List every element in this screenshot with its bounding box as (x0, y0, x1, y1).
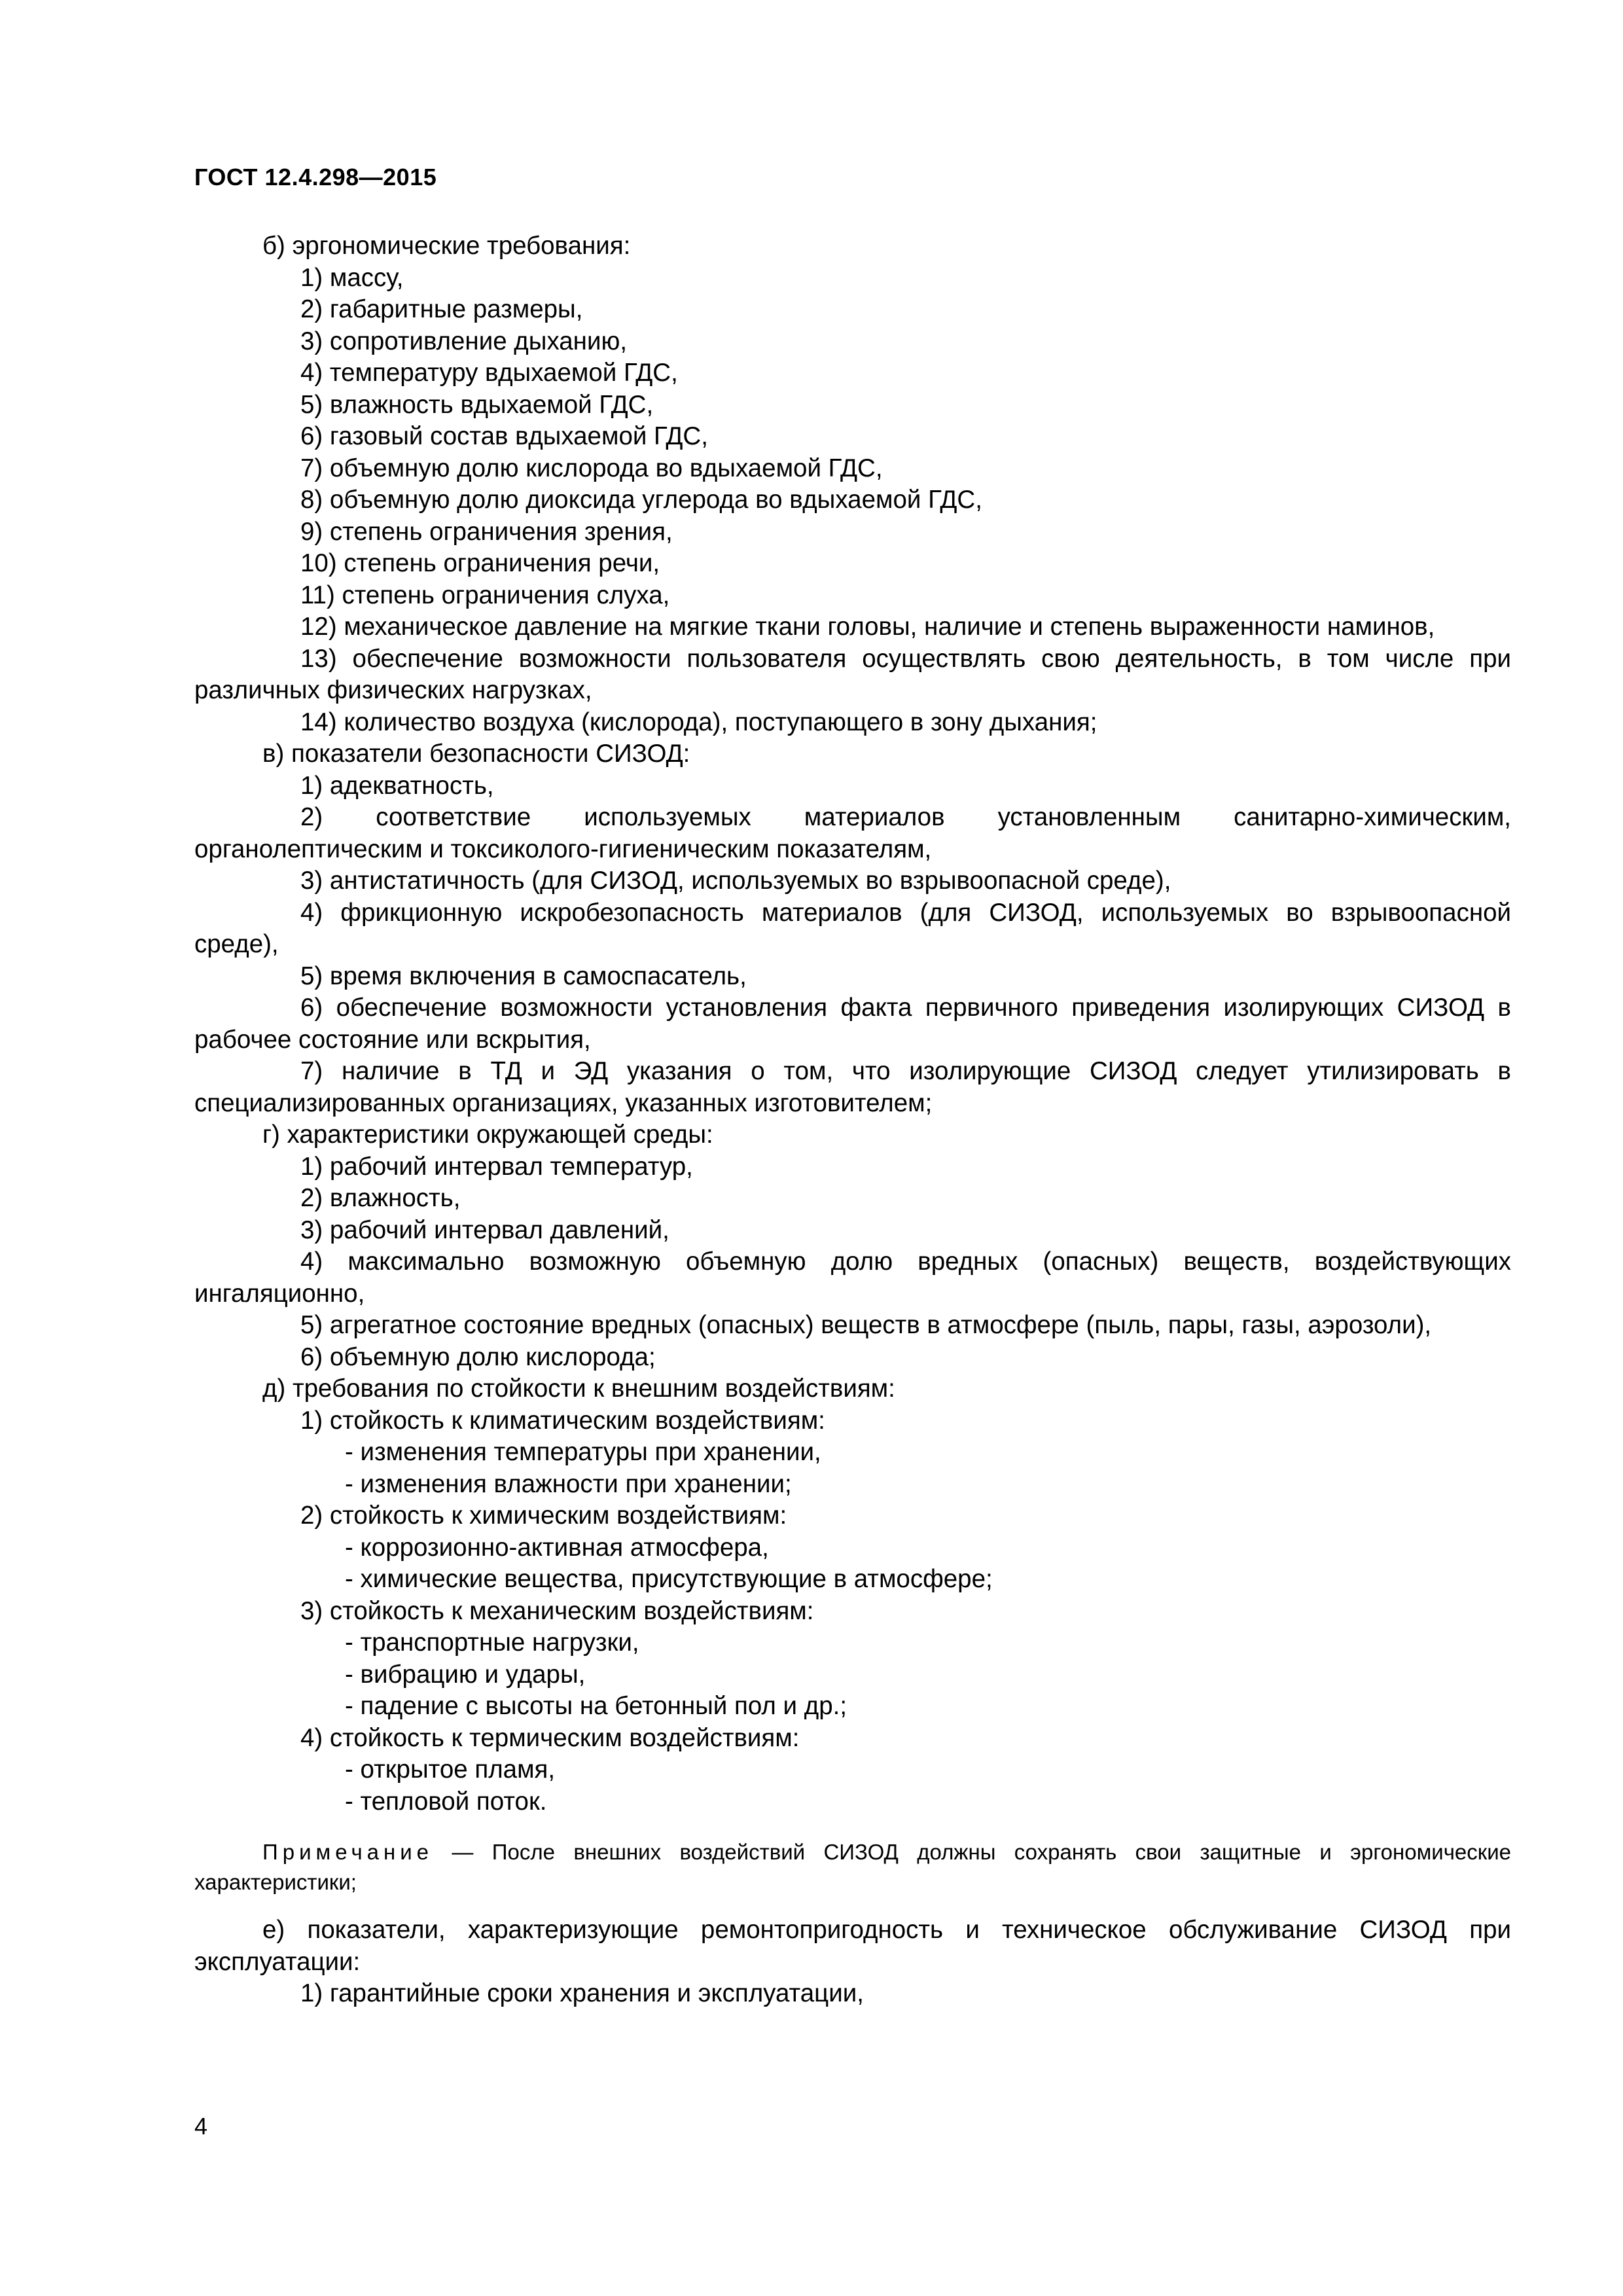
list-item: 1) массу, (300, 263, 404, 292)
list-item: 6) обеспечение возможности установления факта первичного приведения изолирующих СИЗОД в рабочее состояние или вскрытия, (194, 994, 1511, 1054)
list-item: 5) влажность вдыхаемой ГДС, (300, 390, 654, 419)
list-item: 7) объемную долю кислорода во вдыхаемой ГДС, (300, 454, 883, 482)
dash-item: - падение с высоты на бетонный пол и др.; (345, 1692, 847, 1720)
list-item: 3) рабочий интервал давлений, (300, 1215, 669, 1244)
subsection-title: 3) стойкость к механическим воздействиям: (300, 1596, 814, 1625)
list-item: 10) степень ограничения речи, (300, 549, 660, 577)
dash-item: - коррозионно-активная атмосфера, (345, 1533, 769, 1562)
list-item: 2) влажность, (300, 1184, 461, 1212)
list-item: 4) максимально возможную объемную долю вредных (опасных) веществ, воздействующих ингаляционно, (194, 1247, 1511, 1308)
dash-item: - вибрацию и удары, (345, 1660, 586, 1689)
dash-item: - химические вещества, присутствующие в атмосфере; (345, 1565, 993, 1593)
document-body (194, 230, 1511, 2010)
list-item: 7) наличие в ТД и ЭД указания о том, что изолирующие СИЗОД следует утилизировать в специализированных организациях, указанных изготовителем; (194, 1057, 1511, 1117)
list-item: 3) антистатичность (для СИЗОД, используемых во взрывоопасной среде), (300, 867, 1171, 895)
section-b-title: б) эргономические требования: (262, 232, 631, 260)
list-item: 2) соответствие используемых материалов установленным санитарно-химическим, органолептическим и токсиколого-гигиеническим показателям, (194, 803, 1511, 863)
section-e-title: е) показатели, характеризующие ремонтопригодность и техническое обслуживание СИЗОД при эксплуатации: (194, 1916, 1511, 1976)
dash-item: - открытое пламя, (345, 1755, 556, 1784)
note-label: Примечание (262, 1840, 434, 1864)
list-item: 4) фрикционную искробезопасность материалов (для СИЗОД, используемых во взрывоопасной среде), (194, 898, 1511, 958)
subsection-title: 2) стойкость к химическим воздействиям: (300, 1501, 787, 1530)
dash-item: - транспортные нагрузки, (345, 1628, 639, 1657)
dash-item: - изменения температуры при хранении, (345, 1438, 821, 1466)
note-paragraph (194, 1837, 1511, 1897)
list-item: 11) степень ограничения слуха, (300, 581, 670, 609)
page-number: 4 (194, 2113, 208, 2140)
dash-item: - изменения влажности при хранении; (345, 1469, 792, 1498)
list-item: 13) обеспечение возможности пользователя осуществлять свою деятельность, в том числе при различных физических нагрузках, (194, 644, 1511, 704)
list-item: 2) габаритные размеры, (300, 295, 583, 323)
list-item: 8) объемную долю диоксида углерода во вдыхаемой ГДС, (300, 486, 982, 514)
note-text: — После внешних воздействий СИЗОД должны сохранять свои защитные и эргономические характеристики; (194, 1840, 1511, 1894)
list-item: 6) объемную долю кислорода; (300, 1342, 656, 1371)
subsection-title: 1) стойкость к климатическим воздействиям: (300, 1406, 825, 1435)
list-item: 6) газовый состав вдыхаемой ГДС, (300, 422, 708, 450)
list-item: 5) агрегатное состояние вредных (опасных) веществ в атмосфере (пыль, пары, газы, аэрозоли), (300, 1311, 1432, 1339)
list-item: 12) механическое давление на мягкие ткани головы, наличие и степень выраженности наминов, (300, 613, 1435, 641)
standard-code-header: ГОСТ 12.4.298—2015 (194, 164, 437, 190)
section-g-title: г) характеристики окружающей среды: (262, 1121, 713, 1149)
list-item: 1) рабочий интервал температур, (300, 1152, 693, 1181)
subsection-title: 4) стойкость к термическим воздействиям: (300, 1723, 800, 1752)
list-item: 4) температуру вдыхаемой ГДС, (300, 359, 678, 387)
list-item: 1) адекватность, (300, 771, 494, 800)
section-d-title: д) требования по стойкости к внешним воздействиям: (262, 1374, 895, 1403)
list-item: 3) сопротивление дыханию, (300, 327, 628, 355)
list-item: 5) время включения в самоспасатель, (300, 961, 747, 990)
list-item: 14) количество воздуха (кислорода), поступающего в зону дыхания; (300, 708, 1097, 736)
section-v-title: в) показатели безопасности СИЗОД: (262, 740, 690, 768)
list-item: 1) гарантийные сроки хранения и эксплуатации, (300, 1979, 864, 2007)
dash-item: - тепловой поток. (345, 1787, 547, 1816)
list-item: 9) степень ограничения зрения, (300, 517, 673, 546)
